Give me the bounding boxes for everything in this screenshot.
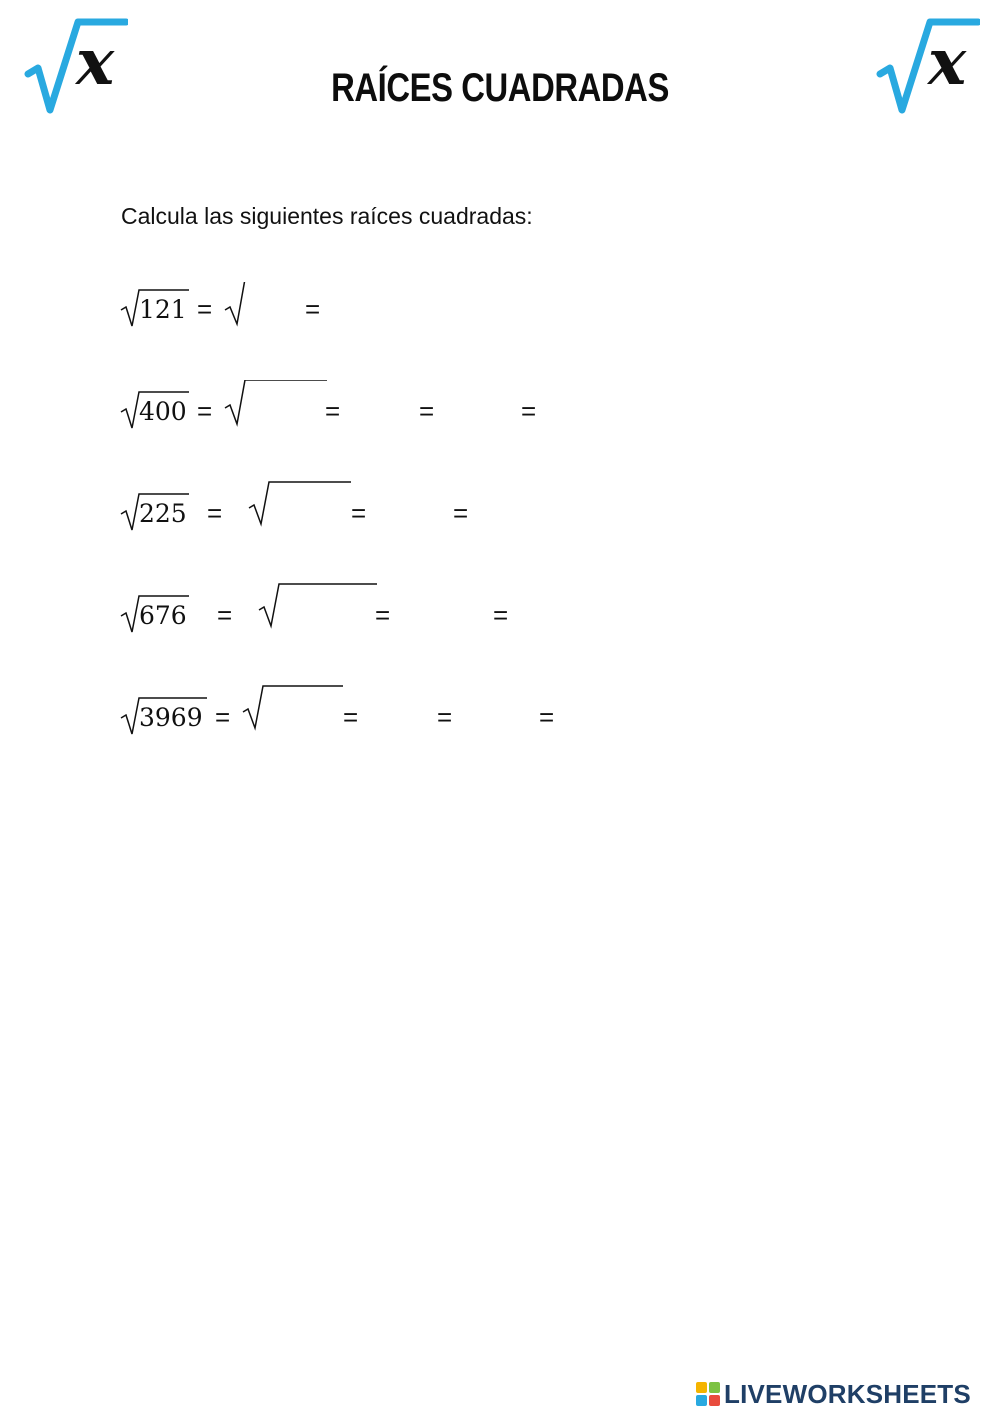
answer-input[interactable] xyxy=(331,288,421,326)
equals-sign: = xyxy=(305,294,321,324)
radical-expression xyxy=(119,384,191,434)
radical-expression xyxy=(119,588,191,638)
answer-input[interactable] xyxy=(271,492,347,530)
equals-sign: = xyxy=(539,702,555,732)
radical-expression xyxy=(119,486,191,536)
answer-input[interactable] xyxy=(369,696,433,734)
exercise-row xyxy=(119,282,679,342)
equals-sign: = xyxy=(215,702,231,732)
radical-expression xyxy=(119,690,209,740)
answer-input[interactable] xyxy=(247,390,323,428)
exercise-row xyxy=(119,384,679,444)
exercise-row xyxy=(119,690,679,750)
equals-sign: = xyxy=(343,702,359,732)
exercise-row xyxy=(119,588,679,648)
liveworksheets-logo-icon xyxy=(696,1382,720,1406)
equals-sign: = xyxy=(521,396,537,426)
answer-input[interactable] xyxy=(565,696,645,734)
logo-letter: x xyxy=(928,25,967,100)
instructions-text: Calcula las siguientes raíces cuadradas: xyxy=(121,203,533,229)
exercise-row xyxy=(119,486,679,546)
footer-brand-text: LIVEWORKSHEETS xyxy=(724,1378,971,1409)
page-title: RAÍCES CUADRADAS xyxy=(331,66,669,110)
equals-sign: = xyxy=(207,498,223,528)
answer-input[interactable] xyxy=(281,594,371,632)
answer-input[interactable] xyxy=(349,390,409,428)
equals-sign: = xyxy=(217,600,233,630)
equals-sign: = xyxy=(493,600,509,630)
equals-sign: = xyxy=(351,498,367,528)
answer-input[interactable] xyxy=(519,594,599,632)
radicand: 121 xyxy=(139,295,187,324)
equals-sign: = xyxy=(453,498,469,528)
equals-sign: = xyxy=(419,396,435,426)
answer-input[interactable] xyxy=(377,492,447,530)
radicand: 225 xyxy=(139,499,187,528)
footer-brand xyxy=(696,1378,971,1410)
answer-input[interactable] xyxy=(445,390,515,428)
equals-sign: = xyxy=(325,396,341,426)
answer-input[interactable] xyxy=(265,696,339,734)
radical-expression xyxy=(119,282,191,332)
equals-sign: = xyxy=(197,294,213,324)
radicand: 3969 xyxy=(139,703,203,732)
equals-sign: = xyxy=(437,702,453,732)
equals-sign: = xyxy=(375,600,391,630)
answer-input[interactable] xyxy=(463,696,535,734)
answer-input[interactable] xyxy=(401,594,487,632)
answer-input[interactable] xyxy=(479,492,559,530)
logo-letter: x xyxy=(76,25,115,100)
equals-sign: = xyxy=(197,396,213,426)
radicand: 400 xyxy=(139,397,187,426)
answer-input[interactable] xyxy=(247,288,297,326)
answer-input[interactable] xyxy=(547,390,627,428)
radicand: 676 xyxy=(139,601,187,630)
